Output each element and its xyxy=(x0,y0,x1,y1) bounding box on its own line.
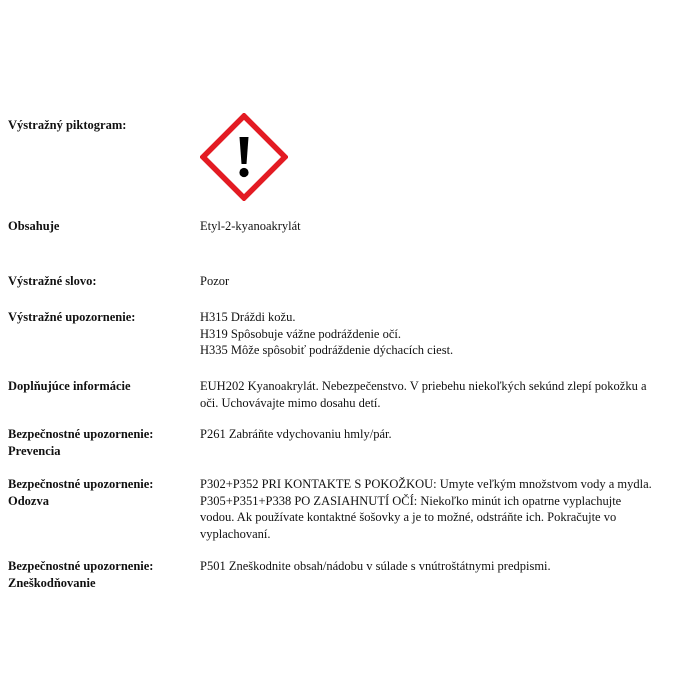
precaution-statement: vyplachovaní. xyxy=(200,526,271,541)
hazard-statement: H319 Spôsobuje vážne podráždenie očí. xyxy=(200,326,401,341)
prevention-label-line: Prevencia xyxy=(8,443,61,458)
precaution-statement: P305+P351+P338 PO ZASIAHNUTÍ OČÍ: Niekoľko minút ich opatrne vyplachujte xyxy=(200,493,622,508)
precaution-statement: vodou. Ak používate kontaktné šošovky a je to možné, odstráňte ich. Pokračujte vo xyxy=(200,510,617,524)
signal-word-label: Výstražné slovo: xyxy=(8,274,97,288)
disposal-label-line: Bezpečnostné upozornenie: xyxy=(8,559,154,573)
hazard-statement: H335 Môže spôsobiť podráždenie dýchacích ciest. xyxy=(200,343,454,357)
disposal-text xyxy=(200,558,700,575)
prevention-label-line: Bezpečnostné upozornenie: xyxy=(8,427,154,441)
response-label-line: Bezpečnostné upozornenie: xyxy=(8,477,154,491)
hazard-statement: H315 Dráždi kožu. xyxy=(200,310,296,324)
hazard-statements-list xyxy=(200,309,700,359)
response-text xyxy=(200,476,700,542)
prevention-text xyxy=(200,426,700,443)
supplemental-info-text xyxy=(200,378,700,411)
precaution-statement: P501 Zneškodnite obsah/nádobu v súlade s vnútroštátnymi predpismi. xyxy=(200,559,551,573)
contains-label: Obsahuje xyxy=(8,219,60,233)
hazard-statements-label: Výstražné upozornenie: xyxy=(8,310,136,324)
contains-value: Etyl-2-kyanoakrylát xyxy=(200,219,301,233)
precaution-statement: P302+P352 PRI KONTAKTE S POKOŽKOU: Umyte veľkým množstvom vody a mydla. xyxy=(200,477,652,491)
prevention-label xyxy=(8,426,198,459)
supplemental-line: EUH202 Kyanoakrylát. Nebezpečenstvo. V priebehu niekoľkých sekúnd zlepí pokožku a xyxy=(200,379,647,393)
supplemental-info-label: Doplňujúce informácie xyxy=(8,379,131,393)
disposal-label xyxy=(8,558,198,591)
exclamation-mark-ghs-icon xyxy=(200,113,288,201)
response-label xyxy=(8,476,198,509)
precaution-statement: P261 Zabráňte vdychovaniu hmly/pár. xyxy=(200,427,392,441)
pictogram-label: Výstražný piktogram: xyxy=(8,118,127,132)
disposal-label-line: Zneškodňovanie xyxy=(8,575,96,590)
response-label-line: Odozva xyxy=(8,493,49,508)
signal-word-value: Pozor xyxy=(200,274,230,288)
supplemental-line: oči. Uchovávajte mimo dosahu detí. xyxy=(200,395,381,410)
